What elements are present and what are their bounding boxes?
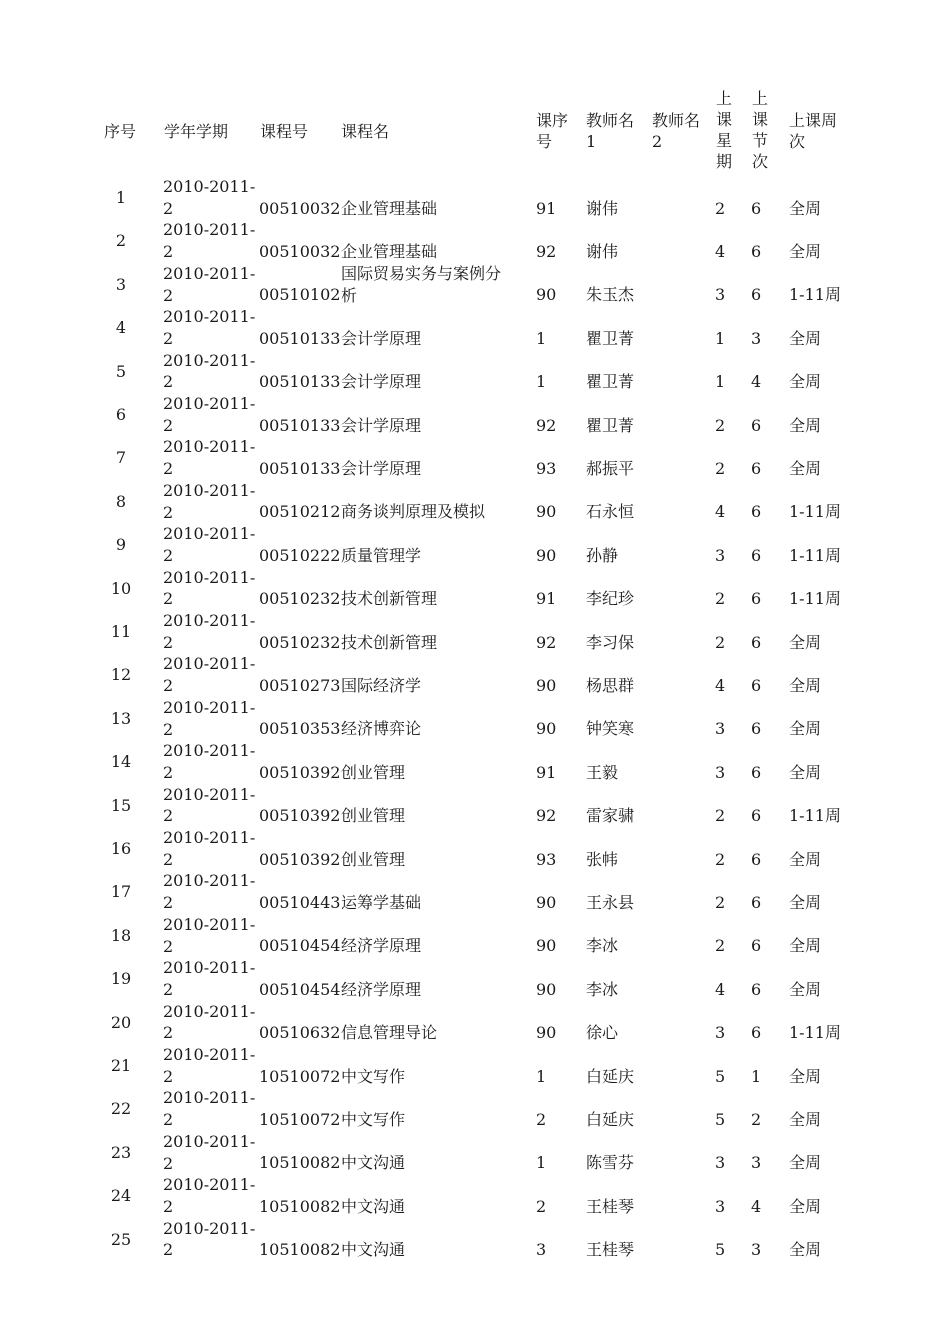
row-teacher-1: 李冰 — [586, 979, 619, 999]
row-weeks: 1-11周 — [789, 589, 841, 609]
row-term: 2010-2011- 2 — [163, 1175, 256, 1216]
row-teacher-1: 谢伟 — [586, 242, 619, 262]
row-weekday: 2 — [715, 893, 726, 913]
row-teacher-1: 王桂琴 — [586, 1240, 635, 1260]
row-index: 3 — [115, 274, 127, 294]
row-course-code: 00510222 — [259, 545, 341, 565]
row-index: 11 — [110, 622, 132, 641]
row-weeks: 全周 — [789, 1240, 822, 1260]
header-index: 序号 — [104, 122, 137, 141]
table-row — [0, 914, 950, 957]
row-section: 90 — [536, 502, 557, 522]
row-teacher-1: 李纪珍 — [586, 589, 635, 609]
table-row — [0, 827, 950, 870]
row-course-code: 00510133 — [259, 372, 341, 392]
row-course-name: 中文写作 — [341, 1110, 406, 1130]
row-weekday: 2 — [715, 806, 726, 826]
row-index: 8 — [115, 491, 127, 511]
header-weeks: 上课周 次 — [789, 111, 838, 151]
row-course-name: 创业管理 — [341, 849, 406, 869]
table-row — [0, 480, 950, 523]
row-term: 2010-2011- 2 — [163, 611, 256, 652]
row-term: 2010-2011- 2 — [163, 524, 256, 565]
table-row — [0, 176, 950, 219]
row-course-code: 00510212 — [259, 502, 341, 522]
row-course-code: 00510133 — [259, 328, 341, 348]
table-row — [0, 1174, 950, 1217]
row-course-name: 经济博弈论 — [341, 719, 422, 739]
row-teacher-1: 雷家骕 — [586, 806, 635, 826]
row-course-name: 会计学原理 — [341, 328, 422, 348]
table-row — [0, 610, 950, 653]
row-teacher-1: 王桂琴 — [586, 1196, 635, 1216]
row-index: 15 — [110, 795, 132, 815]
row-section: 90 — [536, 676, 557, 696]
row-index: 22 — [110, 1099, 132, 1119]
row-index: 2 — [115, 231, 127, 251]
row-weekday: 2 — [715, 849, 726, 869]
row-teacher-1: 杨思群 — [586, 676, 635, 696]
row-section: 90 — [536, 936, 557, 956]
row-section: 92 — [536, 632, 557, 652]
row-term: 2010-2011- 2 — [163, 263, 256, 305]
row-term: 2010-2011- 2 — [163, 828, 256, 869]
row-index: 5 — [115, 361, 127, 381]
row-term: 2010-2011- 2 — [163, 654, 256, 696]
row-section: 90 — [536, 719, 557, 739]
row-section: 3 — [536, 1240, 547, 1260]
row-course-code: 00510632 — [259, 1023, 341, 1043]
row-period: 6 — [751, 502, 762, 522]
row-weeks: 全周 — [789, 1153, 822, 1173]
row-section: 93 — [536, 849, 557, 869]
row-course-name: 信息管理导论 — [341, 1023, 438, 1043]
row-weeks: 全周 — [789, 893, 822, 913]
row-weeks: 全周 — [789, 242, 822, 262]
row-section: 90 — [536, 1023, 557, 1043]
row-term: 2010-2011- 2 — [163, 350, 256, 392]
row-weeks: 全周 — [789, 459, 822, 479]
row-weeks: 全周 — [789, 372, 822, 392]
header-teacher-2: 教师名 2 — [652, 111, 701, 151]
row-term: 2010-2011- 2 — [163, 1045, 256, 1086]
row-course-name: 企业管理基础 — [341, 242, 438, 262]
row-weekday: 3 — [715, 762, 726, 782]
header-course-name: 课程名 — [341, 122, 390, 141]
header-section: 课序 号 — [536, 111, 569, 151]
row-period: 3 — [751, 1153, 762, 1173]
row-section: 91 — [536, 762, 557, 782]
row-index: 1 — [115, 188, 127, 207]
table-row — [0, 393, 950, 436]
row-course-name: 会计学原理 — [341, 372, 422, 392]
row-weekday: 3 — [715, 545, 726, 565]
row-index: 20 — [110, 1012, 132, 1032]
table-row — [0, 740, 950, 783]
row-weeks: 1-11周 — [789, 806, 841, 826]
row-teacher-1: 瞿卫菁 — [586, 372, 635, 392]
table-row — [0, 1087, 950, 1130]
table-row — [0, 306, 950, 349]
row-index: 13 — [110, 708, 132, 728]
header-course-code: 课程号 — [260, 122, 309, 141]
row-weeks: 全周 — [789, 328, 822, 348]
row-section: 92 — [536, 415, 557, 435]
row-section: 1 — [536, 1153, 547, 1173]
row-period: 6 — [751, 545, 762, 565]
row-index: 14 — [110, 752, 132, 772]
row-section: 90 — [536, 979, 557, 999]
row-term: 2010-2011- 2 — [163, 914, 256, 956]
row-weekday: 2 — [715, 198, 726, 218]
row-term: 2010-2011- 2 — [163, 480, 256, 522]
header-term: 学年学期 — [164, 122, 229, 141]
row-term: 2010-2011- 2 — [163, 958, 256, 999]
row-course-code: 10510082 — [259, 1196, 341, 1216]
row-index: 19 — [110, 969, 132, 989]
table-row — [0, 350, 950, 393]
row-course-code: 10510082 — [259, 1153, 341, 1173]
row-course-name: 中文沟通 — [341, 1240, 406, 1260]
row-period: 6 — [751, 849, 762, 869]
row-section: 2 — [536, 1196, 547, 1216]
row-term: 2010-2011- 2 — [163, 177, 256, 218]
row-index: 10 — [110, 578, 132, 598]
row-weeks: 全周 — [789, 1196, 822, 1216]
row-teacher-1: 石永恒 — [586, 502, 635, 522]
row-teacher-1: 郝振平 — [586, 459, 635, 479]
row-term: 2010-2011- 2 — [163, 437, 256, 479]
row-course-code: 00510133 — [259, 459, 341, 479]
row-period: 4 — [751, 372, 762, 392]
row-weekday: 5 — [715, 1066, 726, 1086]
row-term: 2010-2011- 2 — [163, 394, 256, 435]
table-row — [0, 1044, 950, 1087]
row-term: 2010-2011- 2 — [163, 1218, 256, 1260]
table-row — [0, 1001, 950, 1044]
row-course-name: 中文沟通 — [341, 1196, 406, 1216]
row-index: 24 — [110, 1186, 132, 1206]
row-index: 9 — [115, 535, 127, 555]
row-index: 18 — [110, 925, 132, 945]
row-teacher-1: 张帏 — [586, 849, 619, 869]
row-weekday: 5 — [715, 1240, 726, 1260]
row-weekday: 3 — [715, 1023, 726, 1043]
row-teacher-1: 李冰 — [586, 936, 619, 956]
row-term: 2010-2011- 2 — [163, 871, 256, 913]
table-row — [0, 957, 950, 1000]
row-index: 25 — [110, 1229, 132, 1249]
row-index: 7 — [115, 448, 127, 468]
row-term: 2010-2011- 2 — [163, 741, 256, 782]
row-section: 92 — [536, 242, 557, 262]
row-weeks: 全周 — [789, 632, 822, 652]
row-period: 6 — [751, 979, 762, 999]
row-period: 6 — [751, 762, 762, 782]
row-weeks: 全周 — [789, 719, 822, 739]
row-weekday: 1 — [715, 328, 726, 348]
row-index: 16 — [110, 839, 132, 858]
row-weekday: 2 — [715, 589, 726, 609]
row-section: 1 — [536, 372, 547, 392]
row-index: 21 — [110, 1056, 132, 1075]
row-weeks: 全周 — [789, 198, 822, 218]
row-course-name: 中文写作 — [341, 1066, 406, 1086]
table-row — [0, 263, 950, 306]
row-teacher-1: 朱玉杰 — [586, 285, 635, 305]
row-index: 17 — [110, 882, 132, 902]
row-weeks: 全周 — [789, 676, 822, 696]
row-period: 6 — [751, 459, 762, 479]
row-course-code: 10510072 — [259, 1110, 341, 1130]
row-weekday: 2 — [715, 632, 726, 652]
row-course-name: 创业管理 — [341, 806, 406, 826]
row-index: 12 — [110, 665, 132, 685]
row-course-name: 中文沟通 — [341, 1153, 406, 1173]
row-course-name: 质量管理学 — [341, 545, 422, 565]
row-weekday: 3 — [715, 285, 726, 305]
row-term: 2010-2011- 2 — [163, 697, 256, 739]
row-course-name: 运筹学基础 — [341, 893, 422, 913]
row-course-name: 会计学原理 — [341, 459, 422, 479]
row-weekday: 1 — [715, 372, 726, 392]
row-period: 3 — [751, 1240, 762, 1260]
row-course-name: 国际经济学 — [341, 676, 422, 696]
table-header — [0, 88, 950, 176]
row-index: 23 — [110, 1142, 132, 1162]
row-course-code: 00510032 — [259, 242, 341, 262]
row-course-code: 00510232 — [259, 589, 341, 609]
row-teacher-1: 白延庆 — [586, 1066, 635, 1086]
row-weeks: 1-11周 — [789, 285, 841, 305]
row-course-name: 技术创新管理 — [341, 589, 438, 609]
row-course-name: 商务谈判原理及模拟 — [341, 502, 486, 522]
row-period: 6 — [751, 893, 762, 913]
row-term: 2010-2011- 2 — [163, 784, 256, 826]
row-course-code: 00510454 — [259, 936, 341, 956]
row-weekday: 3 — [715, 1153, 726, 1173]
row-period: 6 — [751, 285, 762, 305]
row-weeks: 全周 — [789, 1066, 822, 1086]
row-teacher-1: 钟笑寒 — [586, 719, 635, 739]
header-weekday: 上 课 星 期 — [716, 89, 733, 171]
row-teacher-1: 瞿卫菁 — [586, 415, 635, 435]
table-row — [0, 436, 950, 479]
row-weeks: 全周 — [789, 979, 822, 999]
row-course-name: 会计学原理 — [341, 415, 422, 435]
row-course-code: 10510082 — [259, 1240, 341, 1260]
table-row — [0, 870, 950, 913]
row-period: 6 — [751, 589, 762, 609]
row-period: 1 — [751, 1066, 762, 1086]
row-period: 3 — [751, 328, 762, 348]
table-row — [0, 1131, 950, 1174]
row-course-code: 00510032 — [259, 198, 341, 218]
row-teacher-1: 孙静 — [586, 545, 619, 565]
row-weekday: 4 — [715, 979, 726, 999]
row-weekday: 3 — [715, 1196, 726, 1216]
table-row — [0, 523, 950, 566]
row-period: 6 — [751, 719, 762, 739]
row-weeks: 1-11周 — [789, 545, 841, 565]
row-section: 1 — [536, 1066, 547, 1086]
row-weekday: 4 — [715, 242, 726, 262]
row-course-name: 经济学原理 — [341, 936, 422, 956]
row-period: 4 — [751, 1196, 762, 1216]
table-row — [0, 1218, 950, 1261]
header-period: 上 课 节 次 — [752, 89, 769, 171]
row-course-name: 创业管理 — [341, 762, 406, 782]
row-teacher-1: 李习保 — [586, 632, 635, 652]
row-section: 90 — [536, 285, 557, 305]
row-weeks: 全周 — [789, 1110, 822, 1130]
row-period: 6 — [751, 1023, 762, 1043]
row-section: 91 — [536, 198, 557, 218]
row-section: 91 — [536, 589, 557, 609]
row-weekday: 2 — [715, 415, 726, 435]
row-period: 6 — [751, 632, 762, 652]
table-row — [0, 784, 950, 827]
row-term: 2010-2011- 2 — [163, 1088, 256, 1130]
row-weekday: 3 — [715, 719, 726, 739]
row-course-code: 00510392 — [259, 762, 341, 782]
row-weeks: 1-11周 — [789, 502, 841, 522]
row-weekday: 2 — [715, 936, 726, 956]
row-teacher-1: 陈雪芬 — [586, 1153, 635, 1173]
row-teacher-1: 瞿卫菁 — [586, 328, 635, 348]
row-weekday: 2 — [715, 459, 726, 479]
row-course-code: 00510232 — [259, 632, 341, 652]
table-row — [0, 653, 950, 696]
header-teacher-1: 教师名 1 — [586, 111, 635, 151]
table-row — [0, 219, 950, 262]
row-course-code: 00510392 — [259, 806, 341, 826]
row-weekday: 4 — [715, 676, 726, 696]
row-period: 6 — [751, 936, 762, 956]
row-weeks: 全周 — [789, 415, 822, 435]
row-term: 2010-2011- 2 — [163, 567, 256, 609]
row-course-code: 10510072 — [259, 1066, 341, 1086]
row-period: 6 — [751, 806, 762, 826]
row-section: 2 — [536, 1110, 547, 1130]
row-teacher-1: 徐心 — [586, 1023, 619, 1043]
row-term: 2010-2011- 2 — [163, 220, 256, 262]
row-weeks: 全周 — [789, 762, 822, 782]
row-course-name: 技术创新管理 — [341, 632, 438, 652]
row-course-code: 00510392 — [259, 849, 341, 869]
row-teacher-1: 谢伟 — [586, 198, 619, 218]
row-term: 2010-2011- 2 — [163, 1001, 256, 1043]
row-weeks: 全周 — [789, 849, 822, 869]
row-index: 6 — [115, 405, 127, 424]
row-period: 6 — [751, 676, 762, 696]
row-section: 1 — [536, 328, 547, 348]
row-course-code: 00510353 — [259, 719, 341, 739]
row-course-name: 企业管理基础 — [341, 198, 438, 218]
table-row — [0, 697, 950, 740]
row-teacher-1: 王永县 — [586, 893, 635, 913]
row-section: 90 — [536, 545, 557, 565]
row-course-name: 国际贸易实务与案例分 析 — [341, 263, 502, 305]
row-period: 6 — [751, 198, 762, 218]
row-term: 2010-2011- 2 — [163, 307, 256, 348]
row-weeks: 1-11周 — [789, 1023, 841, 1043]
row-weeks: 全周 — [789, 936, 822, 956]
row-section: 92 — [536, 806, 557, 826]
row-weekday: 4 — [715, 502, 726, 522]
row-period: 6 — [751, 415, 762, 435]
row-section: 90 — [536, 893, 557, 913]
table-row — [0, 567, 950, 610]
row-course-code: 00510102 — [259, 285, 341, 305]
row-course-code: 00510443 — [259, 893, 341, 913]
row-teacher-1: 王毅 — [586, 762, 619, 782]
row-period: 6 — [751, 242, 762, 262]
row-course-code: 00510133 — [259, 415, 341, 435]
row-teacher-1: 白延庆 — [586, 1110, 635, 1130]
row-course-name: 经济学原理 — [341, 979, 422, 999]
row-course-code: 00510454 — [259, 979, 341, 999]
row-index: 4 — [115, 318, 127, 338]
row-weekday: 5 — [715, 1110, 726, 1130]
row-course-code: 00510273 — [259, 676, 341, 696]
row-section: 93 — [536, 459, 557, 479]
row-term: 2010-2011- 2 — [163, 1131, 256, 1173]
row-period: 2 — [751, 1110, 762, 1130]
